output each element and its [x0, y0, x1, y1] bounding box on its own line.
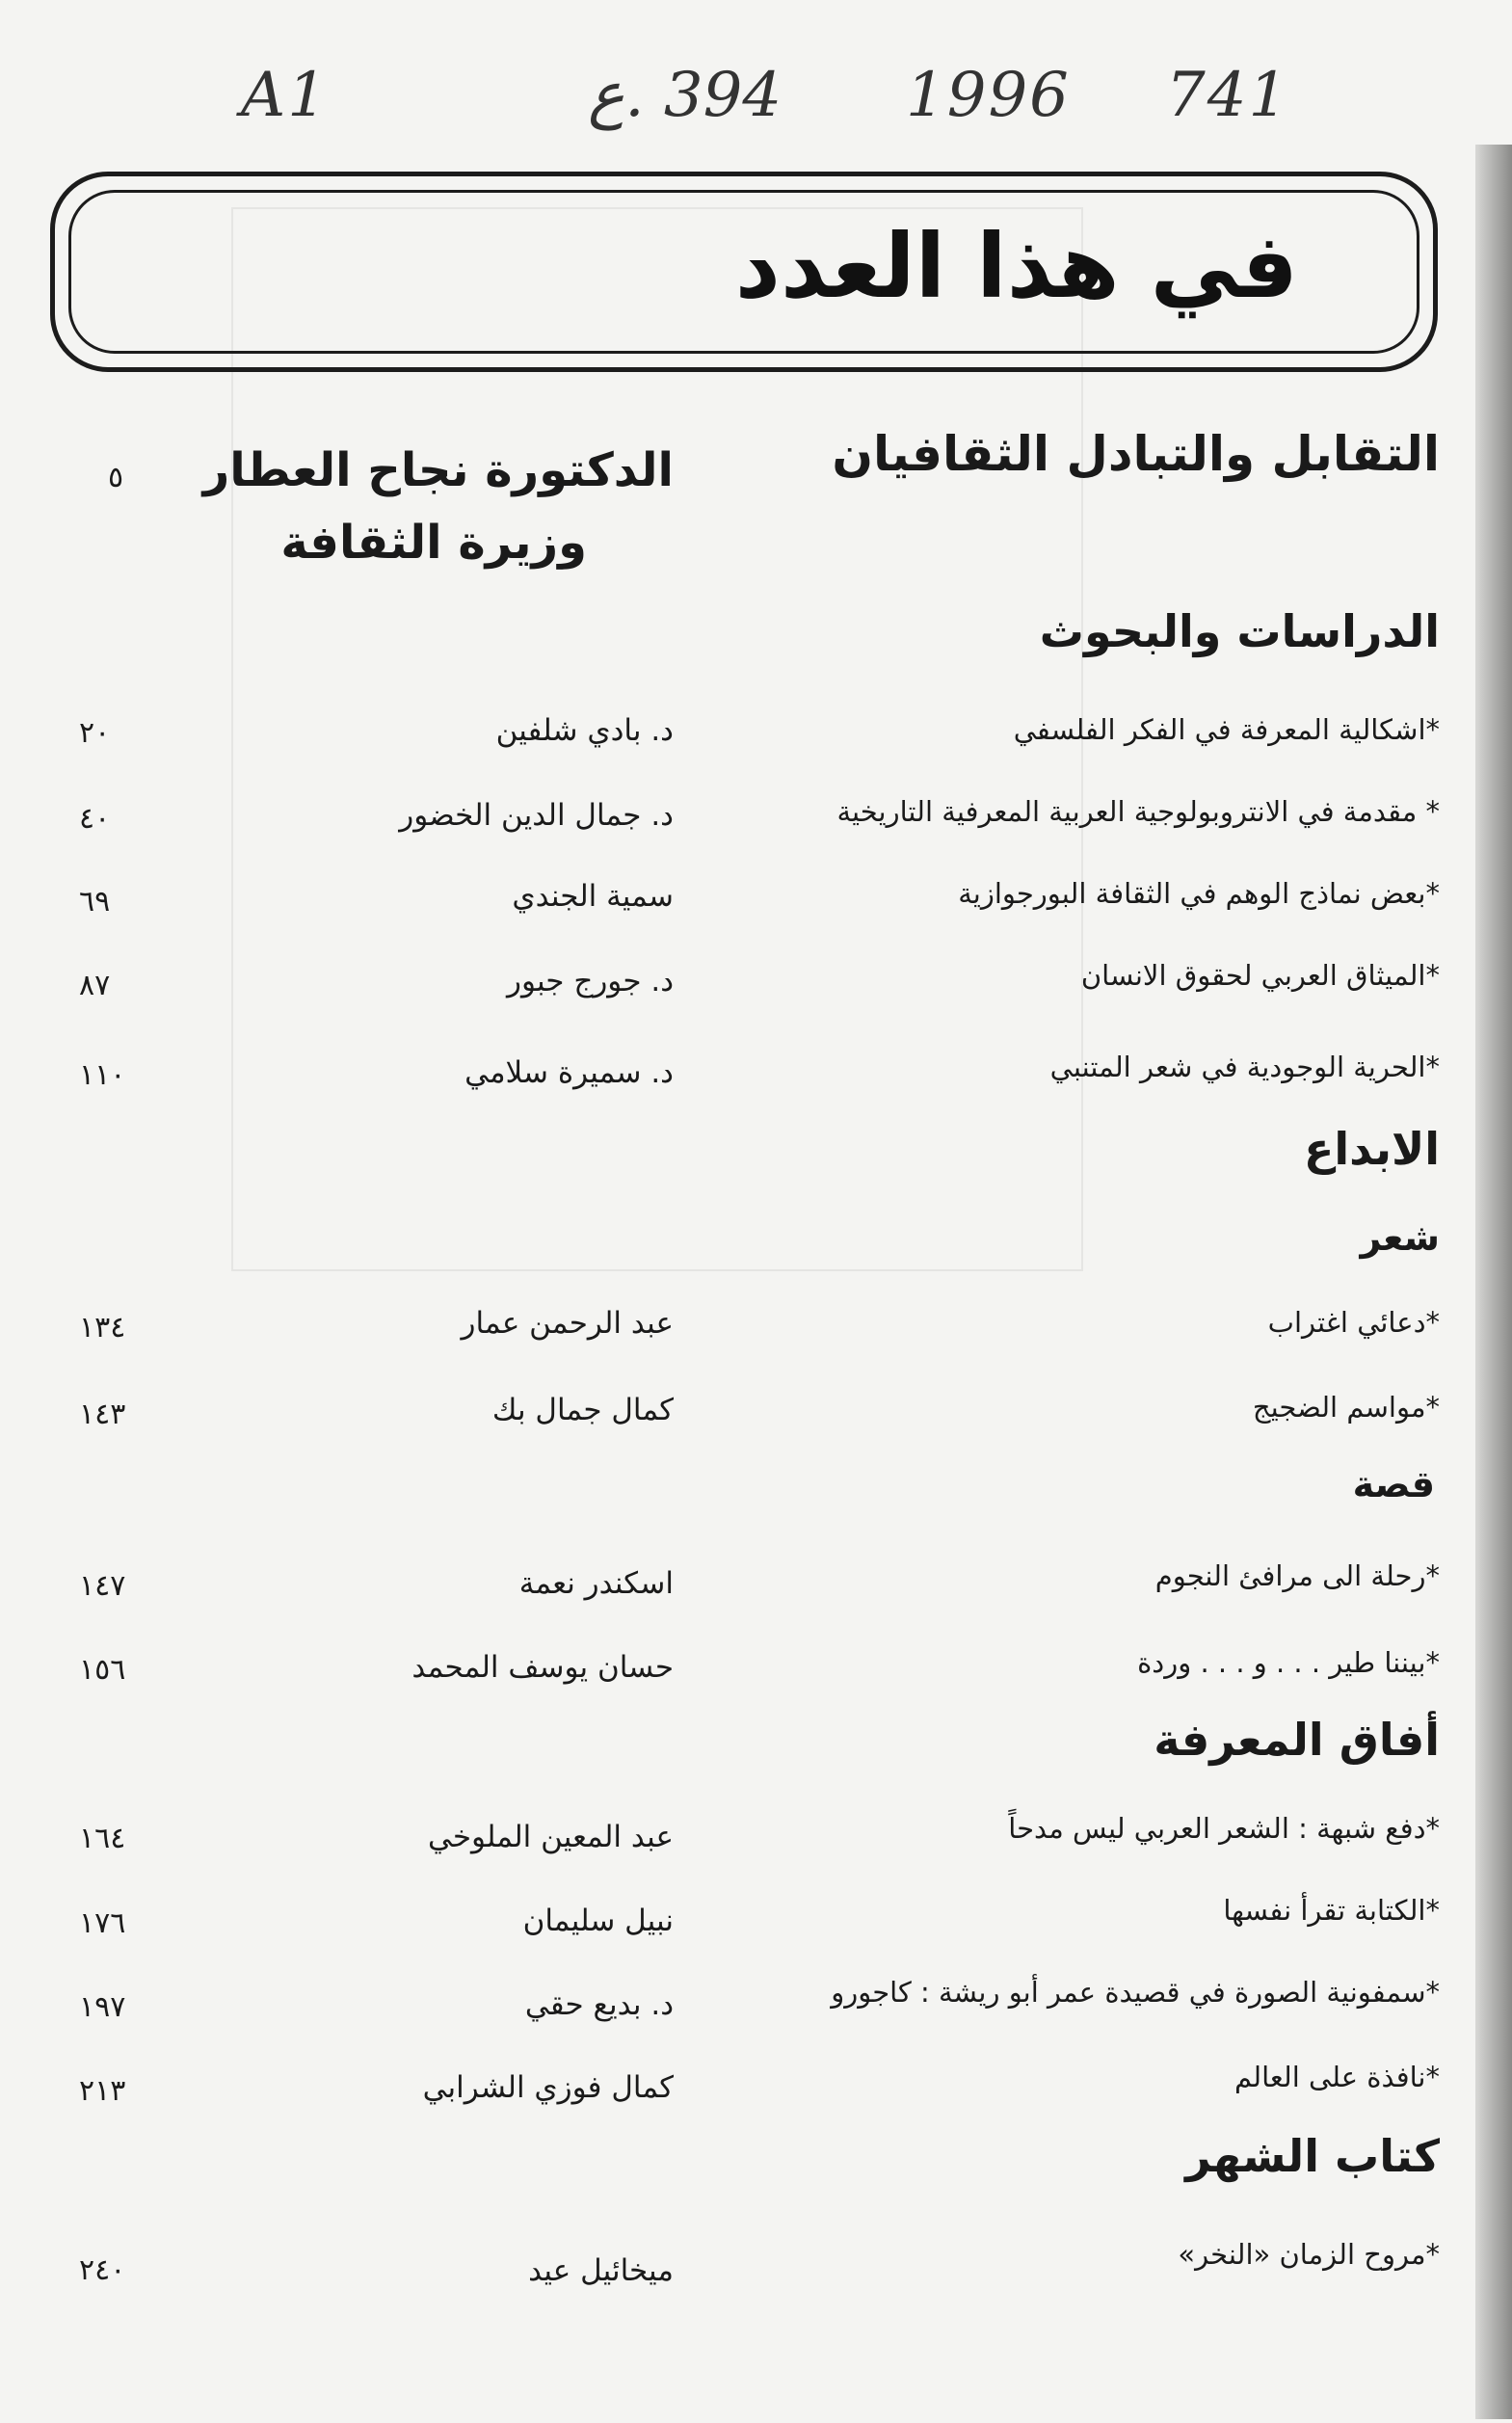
subsection-heading-story: قصة — [1352, 1463, 1435, 1505]
toc-entry-page: ١٦٤ — [79, 1822, 126, 1855]
toc-entry-page: ٨٧ — [79, 969, 111, 1002]
title-banner — [50, 172, 1438, 372]
handwritten-catalog-note — [241, 60, 1359, 146]
toc-entry-page: ٢٠ — [79, 716, 111, 750]
catalog-note-part: 1996 — [906, 60, 1071, 131]
toc-entry-page: ١١٠ — [79, 1058, 126, 1092]
toc-entry-author: د. سميرة سلامي — [464, 1055, 674, 1090]
toc-entry-page: ١٤٧ — [79, 1569, 126, 1603]
toc-entry-title: *دفع شبهة : الشعر العربي ليس مدحاً — [1008, 1812, 1440, 1845]
toc-entry-title: *اشكالية المعرفة في الفكر الفلسفي — [1013, 713, 1440, 746]
section-heading-creativity: الابداع — [1303, 1123, 1440, 1175]
toc-entry-title: *بيننا طير . . . و . . . وردة — [1137, 1646, 1440, 1679]
catalog-note-part: A1 — [241, 60, 329, 131]
toc-entry-page: ١٣٤ — [79, 1311, 126, 1345]
toc-entry-author: د. بديع حقي — [524, 1987, 674, 2022]
toc-entry-author: د. جورج جبور — [506, 964, 674, 998]
toc-entry-title: *مواسم الضجيج — [1252, 1391, 1440, 1424]
section-heading-book-of-month: كتاب الشهر — [1185, 2130, 1440, 2182]
toc-entry-author: د. بادي شلفين — [495, 713, 674, 748]
catalog-note-part: 741 — [1166, 60, 1290, 131]
toc-entry-title: *بعض نماذج الوهم في الثقافة البورجوازية — [958, 877, 1440, 910]
toc-entry-author: نبيل سليمان — [522, 1904, 674, 1938]
toc-entry-page: ٤٠ — [79, 802, 111, 836]
toc-entry-page: ١٥٦ — [79, 1653, 126, 1687]
toc-entry-title: *الميثاق العربي لحقوق الانسان — [1080, 959, 1440, 992]
lead-article-title: التقابل والتبادل الثقافيان — [832, 426, 1440, 482]
toc-entry-page: ٢١٣ — [79, 2074, 126, 2108]
toc-entry-author: ميخائيل عيد — [528, 2253, 674, 2288]
lead-article-page: ٥ — [108, 461, 124, 494]
toc-entry-author: اسكندر نعمة — [518, 1566, 674, 1601]
section-heading-horizons: أفاق المعرفة — [1154, 1714, 1440, 1766]
toc-entry-title: *مروح الزمان «النخر» — [1178, 2238, 1440, 2271]
toc-entry-page: ١٧٦ — [79, 1906, 126, 1940]
toc-entry-title: *نافذة على العالم — [1233, 2061, 1440, 2093]
toc-entry-page: ٢٤٠ — [79, 2253, 126, 2287]
toc-entry-author: عبد المعين الملوخي — [428, 1820, 674, 1854]
lead-article-author: الدكتورة نجاح العطار — [202, 443, 674, 497]
toc-entry-author: سمية الجندي — [512, 879, 674, 914]
toc-entry-title: * مقدمة في الانتروبولوجية العربية المعرفية التاريخية — [836, 795, 1440, 828]
toc-entry-author: حسان يوسف المحمد — [411, 1650, 674, 1685]
page-title: في هذا العدد — [734, 215, 1298, 318]
page-edge-shadow — [1475, 145, 1512, 2419]
toc-entry-author: عبد الرحمن عمار — [461, 1306, 674, 1341]
toc-entry-author: كمال فوزي الشرابي — [422, 2070, 674, 2105]
toc-entry-author: كمال جمال بك — [491, 1393, 674, 1427]
section-heading-studies: الدراسات والبحوث — [1039, 605, 1440, 657]
toc-entry-page: ١٩٧ — [79, 1990, 126, 2024]
toc-entry-title: *سمفونية الصورة في قصيدة عمر أبو ريشة : كاجورو — [831, 1976, 1440, 2009]
toc-entry-title: *دعائي اغتراب — [1267, 1306, 1440, 1339]
toc-entry-page: ١٤٣ — [79, 1398, 126, 1431]
toc-entry-title: *الكتابة تقرأ نفسها — [1223, 1894, 1440, 1927]
toc-entry-title: *الحرية الوجودية في شعر المتنبي — [1049, 1051, 1440, 1083]
toc-entry-author: د. جمال الدين الخضور — [399, 798, 674, 833]
catalog-note-part: 394 .ع — [588, 60, 783, 131]
toc-entry-page: ٦٩ — [79, 885, 111, 919]
toc-entry-title: *رحلة الى مرافئ النجوم — [1154, 1559, 1440, 1592]
lead-article-author-role: وزيرة الثقافة — [280, 516, 587, 570]
subsection-heading-poetry: شعر — [1360, 1216, 1440, 1259]
